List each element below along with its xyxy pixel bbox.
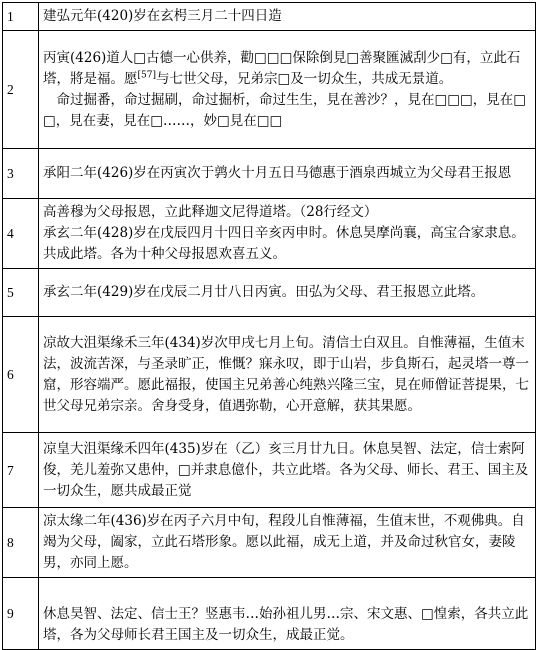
row-paragraph-part: 丙寅(426)道人□古德一心供养，勸□□□保除倒見□善聚匯滅刮少□有，立此石塔，將是福。愿: [43, 49, 521, 87]
row-text: [39, 508, 536, 578]
row-text: [39, 433, 536, 508]
row-number: 2: [3, 31, 39, 149]
row-number: 1: [3, 3, 39, 31]
inscriptions-table: [2, 2, 536, 650]
table-row: [3, 317, 536, 433]
row-number: 9: [3, 578, 39, 650]
row-paragraph: 休息昊智、法定、信士王？竖惠韦…始孙祖儿男…宗、宋文惠、□惶索，各共立此塔，各为父母师长君王国主及一切众生，成最正觉。: [43, 605, 529, 643]
row-paragraph: 凉故大沮渠缘禾三年(434)岁次甲戌七月上旬。清信士白双且。自惟薄福，生值末法，波流苦深，与圣录旷正，惟慨？寐永叹，即于山岩，步負斯石，起灵塔一尊一窟，形容端严。愿此福报，使国主兄弟善心纯熟兴隆三宝，見在师僧证菩提果，七世父母兄弟宗亲。舍身受身，值遇弥勒，心开意解，获其果愿。: [43, 334, 529, 414]
row-number: 4: [3, 199, 39, 269]
row-number: 6: [3, 317, 39, 433]
table-row: [3, 149, 536, 199]
row-text: [39, 578, 536, 650]
row-text: [39, 269, 536, 317]
row-number: 5: [3, 269, 39, 317]
row-paragraph: 建弘元年(420)岁在玄枵三月二十四日造: [43, 8, 282, 24]
row-number: 8: [3, 508, 39, 578]
row-text: [39, 317, 536, 433]
row-paragraph: 高善穆为父母报恩，立此释迦文尼得道塔。（28行经文）: [43, 204, 378, 220]
row-paragraph: 凉太缘二年(436)岁在丙子六月中旬，程段儿自惟薄福，生值末世，不观佛典。自竭为父母，阖家，立此石塔形象。愿以此福，成无上道，并及命过秋官女，妻陵男，亦同上愿。: [43, 513, 525, 571]
row-paragraph: 承阳二年(426)岁在丙寅次于鹑火十月五日马德惠于酒泉西城立为父母君王报恩: [43, 165, 512, 181]
footnote-marker: [57]: [137, 70, 156, 80]
row-number: 7: [3, 433, 39, 508]
row-paragraph: 承玄二年(428)岁在戊辰四月十四日辛亥丙申时。休息昊摩尚襄，高宝合家隶息。共成此塔。各为十种父母报恩欢喜五义。: [43, 225, 525, 262]
row-paragraph: 承玄二年(429)岁在戊辰二月廿八日丙寅。田弘为父母、君王报恩立此塔。: [43, 284, 485, 300]
row-paragraph: 命过掘番，命过掘刷，命过掘析，命过生生，見在善沙？，見在□□□，見在□□，見在妻，見在□……，妙□見在□□: [43, 91, 527, 129]
table-row: [3, 3, 536, 31]
table-row: [3, 508, 536, 578]
row-text: [39, 3, 536, 31]
table-row: [3, 433, 536, 508]
row-text: [39, 31, 536, 149]
row-text: [39, 199, 536, 269]
table-row: [3, 31, 536, 149]
table-row: [3, 578, 536, 650]
row-text: [39, 149, 536, 199]
row-paragraph: [43, 48, 530, 90]
table-row: [3, 269, 536, 317]
row-paragraph: 凉皇大沮渠缘禾四年(435)岁在（乙）亥三月廿九日。休息昊智、法定，信士索阿俊，羌儿羞弥又患仲，□并隶息億仆，共立此塔。各为父母、师长、君王、国主及一切众生，愿共成最正觉: [43, 440, 529, 499]
row-paragraph-part: 与七世父母，兄弟宗□及一切众生，共成无景道。: [155, 70, 453, 87]
row-number: 3: [3, 149, 39, 199]
table-row: [3, 199, 536, 269]
